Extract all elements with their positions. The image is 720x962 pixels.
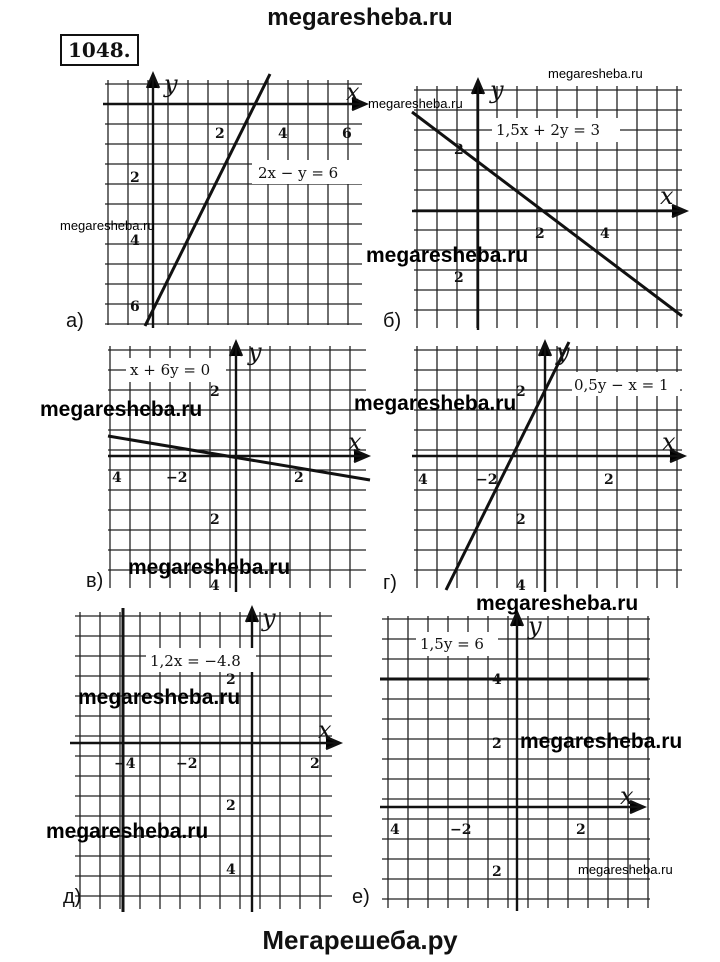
y-tick-label: 6 <box>130 299 140 315</box>
x-axis-label: x <box>660 182 674 210</box>
graph-label: д) <box>63 886 82 908</box>
graph-e <box>70 604 350 914</box>
x-tick-label: 2 <box>535 226 545 242</box>
x-tick-label: −2 <box>176 756 198 772</box>
x-tick-label: 2 <box>310 756 320 772</box>
y-axis-label: y <box>248 338 262 366</box>
y-tick-label: 2 <box>454 142 464 158</box>
y-tick-label: 2 <box>210 512 220 528</box>
y-tick-label: 2 <box>492 736 502 752</box>
y-axis-label: y <box>490 76 504 104</box>
watermark: megaresheba.ru <box>548 66 643 81</box>
x-axis <box>380 801 644 813</box>
x-tick-label: 4 <box>278 126 288 142</box>
watermark: megaresheba.ru <box>78 686 241 709</box>
graph-label: г) <box>383 572 397 594</box>
watermark: megaresheba.ru <box>354 392 517 415</box>
equation-label: 1,5y = 6 <box>420 635 484 653</box>
site-footer: Мегарешеба.ру <box>262 925 458 955</box>
equation-label: 2x − y = 6 <box>258 164 339 182</box>
grid-lines <box>105 80 362 325</box>
y-tick-label: 2 <box>130 170 140 186</box>
y-axis <box>472 80 484 330</box>
equation-label: 1,2x = −4.8 <box>150 652 241 670</box>
watermark: megaresheba.ru <box>476 592 639 615</box>
y-tick-label: 2 <box>516 512 526 528</box>
graph-label: б) <box>383 310 402 332</box>
graph-d <box>412 338 688 594</box>
watermark: megaresheba.ru <box>60 218 155 233</box>
watermark: megaresheba.ru <box>366 244 529 267</box>
x-tick-label: −4 <box>114 756 136 772</box>
x-axis-label: x <box>346 78 360 106</box>
y-tick-label: 2 <box>226 672 236 688</box>
y-tick-label: 4 <box>130 233 140 249</box>
watermark: megaresheba.ru <box>40 398 203 421</box>
y-axis <box>147 74 159 328</box>
equation-label: 1,5x + 2y = 3 <box>496 121 601 139</box>
y-axis <box>230 342 242 592</box>
y-tick-label: 2 <box>454 270 464 286</box>
x-axis-label: x <box>662 428 676 456</box>
x-axis-label: x <box>318 716 332 744</box>
graph-b <box>412 78 687 332</box>
x-tick-label: 4 <box>418 472 428 488</box>
x-tick-label: 4 <box>112 470 122 486</box>
y-axis-label: y <box>164 70 178 98</box>
y-axis-label: y <box>262 604 276 632</box>
equation-label: x + 6y = 0 <box>130 361 211 379</box>
x-tick-label: 2 <box>294 470 304 486</box>
x-axis-label: x <box>620 782 634 810</box>
x-tick-label: −2 <box>166 470 188 486</box>
watermark: megaresheba.ru <box>578 862 673 877</box>
equation-label: 0,5y − x = 1 <box>574 376 669 394</box>
problem-number: 1048. <box>60 34 139 66</box>
graph-label: в) <box>86 570 104 592</box>
x-axis <box>412 450 684 462</box>
graph-a <box>100 70 370 330</box>
x-tick-label: 2 <box>215 126 225 142</box>
x-axis <box>108 450 368 462</box>
x-tick-label: 4 <box>390 822 400 838</box>
x-tick-label: −2 <box>476 472 498 488</box>
y-tick-label: 2 <box>210 384 220 400</box>
function-line <box>446 342 569 590</box>
watermark: megaresheba.ru <box>368 96 463 111</box>
y-axis-label: y <box>556 338 570 366</box>
watermark: megaresheba.ru <box>46 820 209 843</box>
site-header: megaresheba.ru <box>267 4 453 31</box>
y-axis <box>511 612 523 911</box>
y-tick-label: 2 <box>516 384 526 400</box>
graph-label: а) <box>66 310 84 332</box>
y-tick-label: 4 <box>492 672 502 688</box>
y-tick-label: 2 <box>492 864 502 880</box>
x-tick-label: 2 <box>604 472 614 488</box>
y-tick-label: 4 <box>210 578 220 594</box>
y-tick-label: 4 <box>516 578 526 594</box>
watermark: megaresheba.ru <box>520 730 683 753</box>
function-line <box>108 436 370 480</box>
x-axis-label: x <box>348 428 362 456</box>
y-axis-label: y <box>528 612 542 640</box>
x-tick-label: 6 <box>342 126 352 142</box>
graph-label: е) <box>352 886 370 908</box>
x-axis <box>103 98 366 110</box>
y-tick-label: 4 <box>226 862 236 878</box>
x-tick-label: 4 <box>600 226 610 242</box>
watermark: megaresheba.ru <box>128 556 291 579</box>
y-tick-label: 2 <box>226 798 236 814</box>
x-tick-label: −2 <box>450 822 472 838</box>
function-line <box>412 112 682 316</box>
x-tick-label: 2 <box>576 822 586 838</box>
